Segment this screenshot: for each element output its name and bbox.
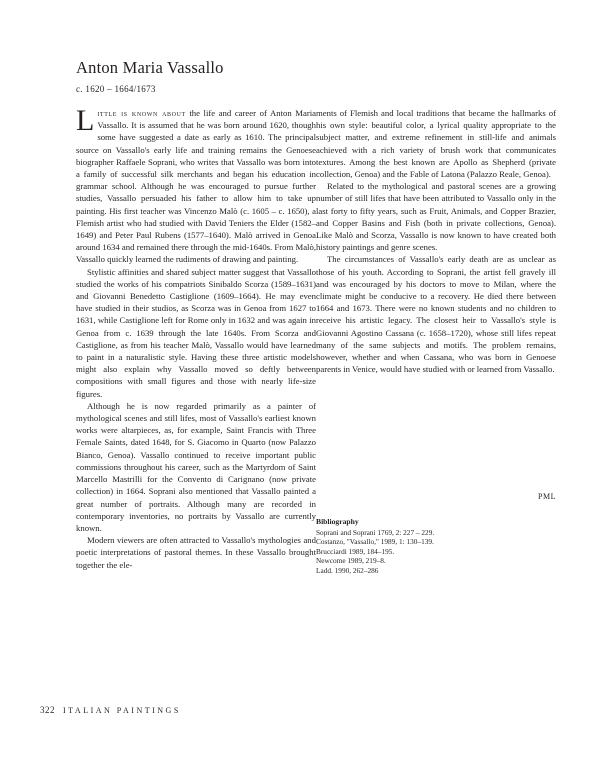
lead-in-smallcaps: ittle is known about [97,108,186,118]
paragraph-6: The circumstances of Vassallo's early death are as unclear as those of his youth. According to Soprani, the artist fell gravely ill and was encouraged by his doctors to move to Milan, where the climate might be conducive to a recovery. He died there between 1664 and 1673. There were no known students and no children to receive his artistic legacy. The closest heir to Vassallo's style is Giovanni Agostino Cassana (c. 1658–1720), whose still lifes repeat many of the same subjects and motifs. The problem remains, however, whether and when Cassana, who was born in Genoese parents in Venice, would have studied with or learned from Vassallo. [316,254,556,375]
author-initials: PML [538,492,556,501]
paragraph-4: Modern viewers are often attracted to Vassallo's mythologies and poetic interpretations of pastoral themes. In these Vassallo brought together the ele- [76,535,316,570]
artist-dates: c. 1620 – 1664/1673 [76,84,156,94]
bibliography-entry: Ladd. 1990, 262–286 [316,565,379,575]
bibliography-entry: Soprani and Soprani 1769, 2: 227 – 229. [316,527,435,537]
paragraph-1-text: the life and career of Anton Maria Vassallo. It is assumed that he was born around 1620, though some have suggested a date as early as 1610. The principal source on Vassallo's early life and training remains the Genoese biographer Raffaele Soprani, who writes that Vassallo was born into a family of successful silk merchants and began his education in grammar school. Although he was encouraged to pursue further studies, Vassallo persuaded his father to allow him to take up painting. His first teacher was Vincenzo Malò (c. 1605 – c. 1650), a Flemish artist who had studied with David Teniers the Elder (1582–1649) and Peter Paul Rubens (1577–1640). Malò arrived in Genoa around 1634 and remained there through the mid-1640s. From Malò, Vassallo quickly learned the rudiments of drawing and painting. [76,108,317,265]
bibliography-entry: Newcome 1989, 219–8. [316,556,386,566]
paragraph-2: Stylistic affinities and shared subject matter suggest that Vassallo studied the works of his compatriots Sinibaldo Scorza (1589–1631) and Giovanni Benedetto Castiglione (1609–1664). He may even have studied in their studios, as Scorza was in Genoa from 1627 to 1631, while Castiglione left for Rome only in 1632 and was again in Genoa from c. 1639 through the late 1640s. From Scorza and Castiglione, as from his teacher Malò, Vassallo would have learned to paint in a naturalistic style. Having these three artistic models might also explain why Vassallo moved so deftly between compositions with small figures and those with nearly life-size figures. [76,266,316,399]
page-footer [40,705,181,715]
text-column-left [76,104,317,571]
page-title: Anton Maria Vassallo [76,58,224,77]
bibliography-entry: Brucciardi 1989, 184–195. [316,546,395,556]
running-section-title: ITALIAN PAINTINGS [63,706,181,715]
page-number: 322 [40,705,55,715]
bibliography-entry: Costanzo, "Vassallo," 1989, 1: 130–139. [316,537,434,547]
paragraph-4-continued: ments of Flemish and local traditions that became the hallmarks of his own style: beautiful color, a lyrical quality appropriate to the subject matter, and extreme refinement in still-life and animals achieved with a rich variety of brush work that communicates textures. Among the best known are Apollo as Shepherd (private collection, Genoa) and the Fable of Latona (Palazzo Reale, Genoa). [316,108,556,180]
bibliography [316,517,556,576]
text-column-right [316,107,556,375]
bibliography-heading: Bibliography [316,517,359,526]
paragraph-3: Although he is now regarded primarily as a painter of mythological scenes and still lifes, most of Vassallo's earliest known works were altarpieces, as, for example, Saint Francis with Three Female Saints, dated 1648, for S. Giacomo in Quarto (now Palazzo Bianco, Genoa). Vassallo continued to receive important public commissions throughout his career, such as the Martyrdom of Saint Marcello Mastrilli for the Convento di Carignano (now private collection) in 1664. Soprani also mentioned that Vassallo painted a great number of portraits. Although many are recorded in contemporary inventories, no portraits by Vassallo are currently known. [76,400,316,533]
drop-cap: L [76,104,95,137]
paragraph-5: Related to the mythological and pastoral scenes are a growing number of still lifes that have been attributed to Vassallo only in the last forty to fifty years, such as Fruit, Animals, and Copper Brazier, and Copper Basins and Fish (both in private collections, Genoa). Like Malò and Scorza, Vassallo is now known to have created both history paintings and genre scenes. [316,181,556,253]
paragraph-1 [76,104,317,266]
